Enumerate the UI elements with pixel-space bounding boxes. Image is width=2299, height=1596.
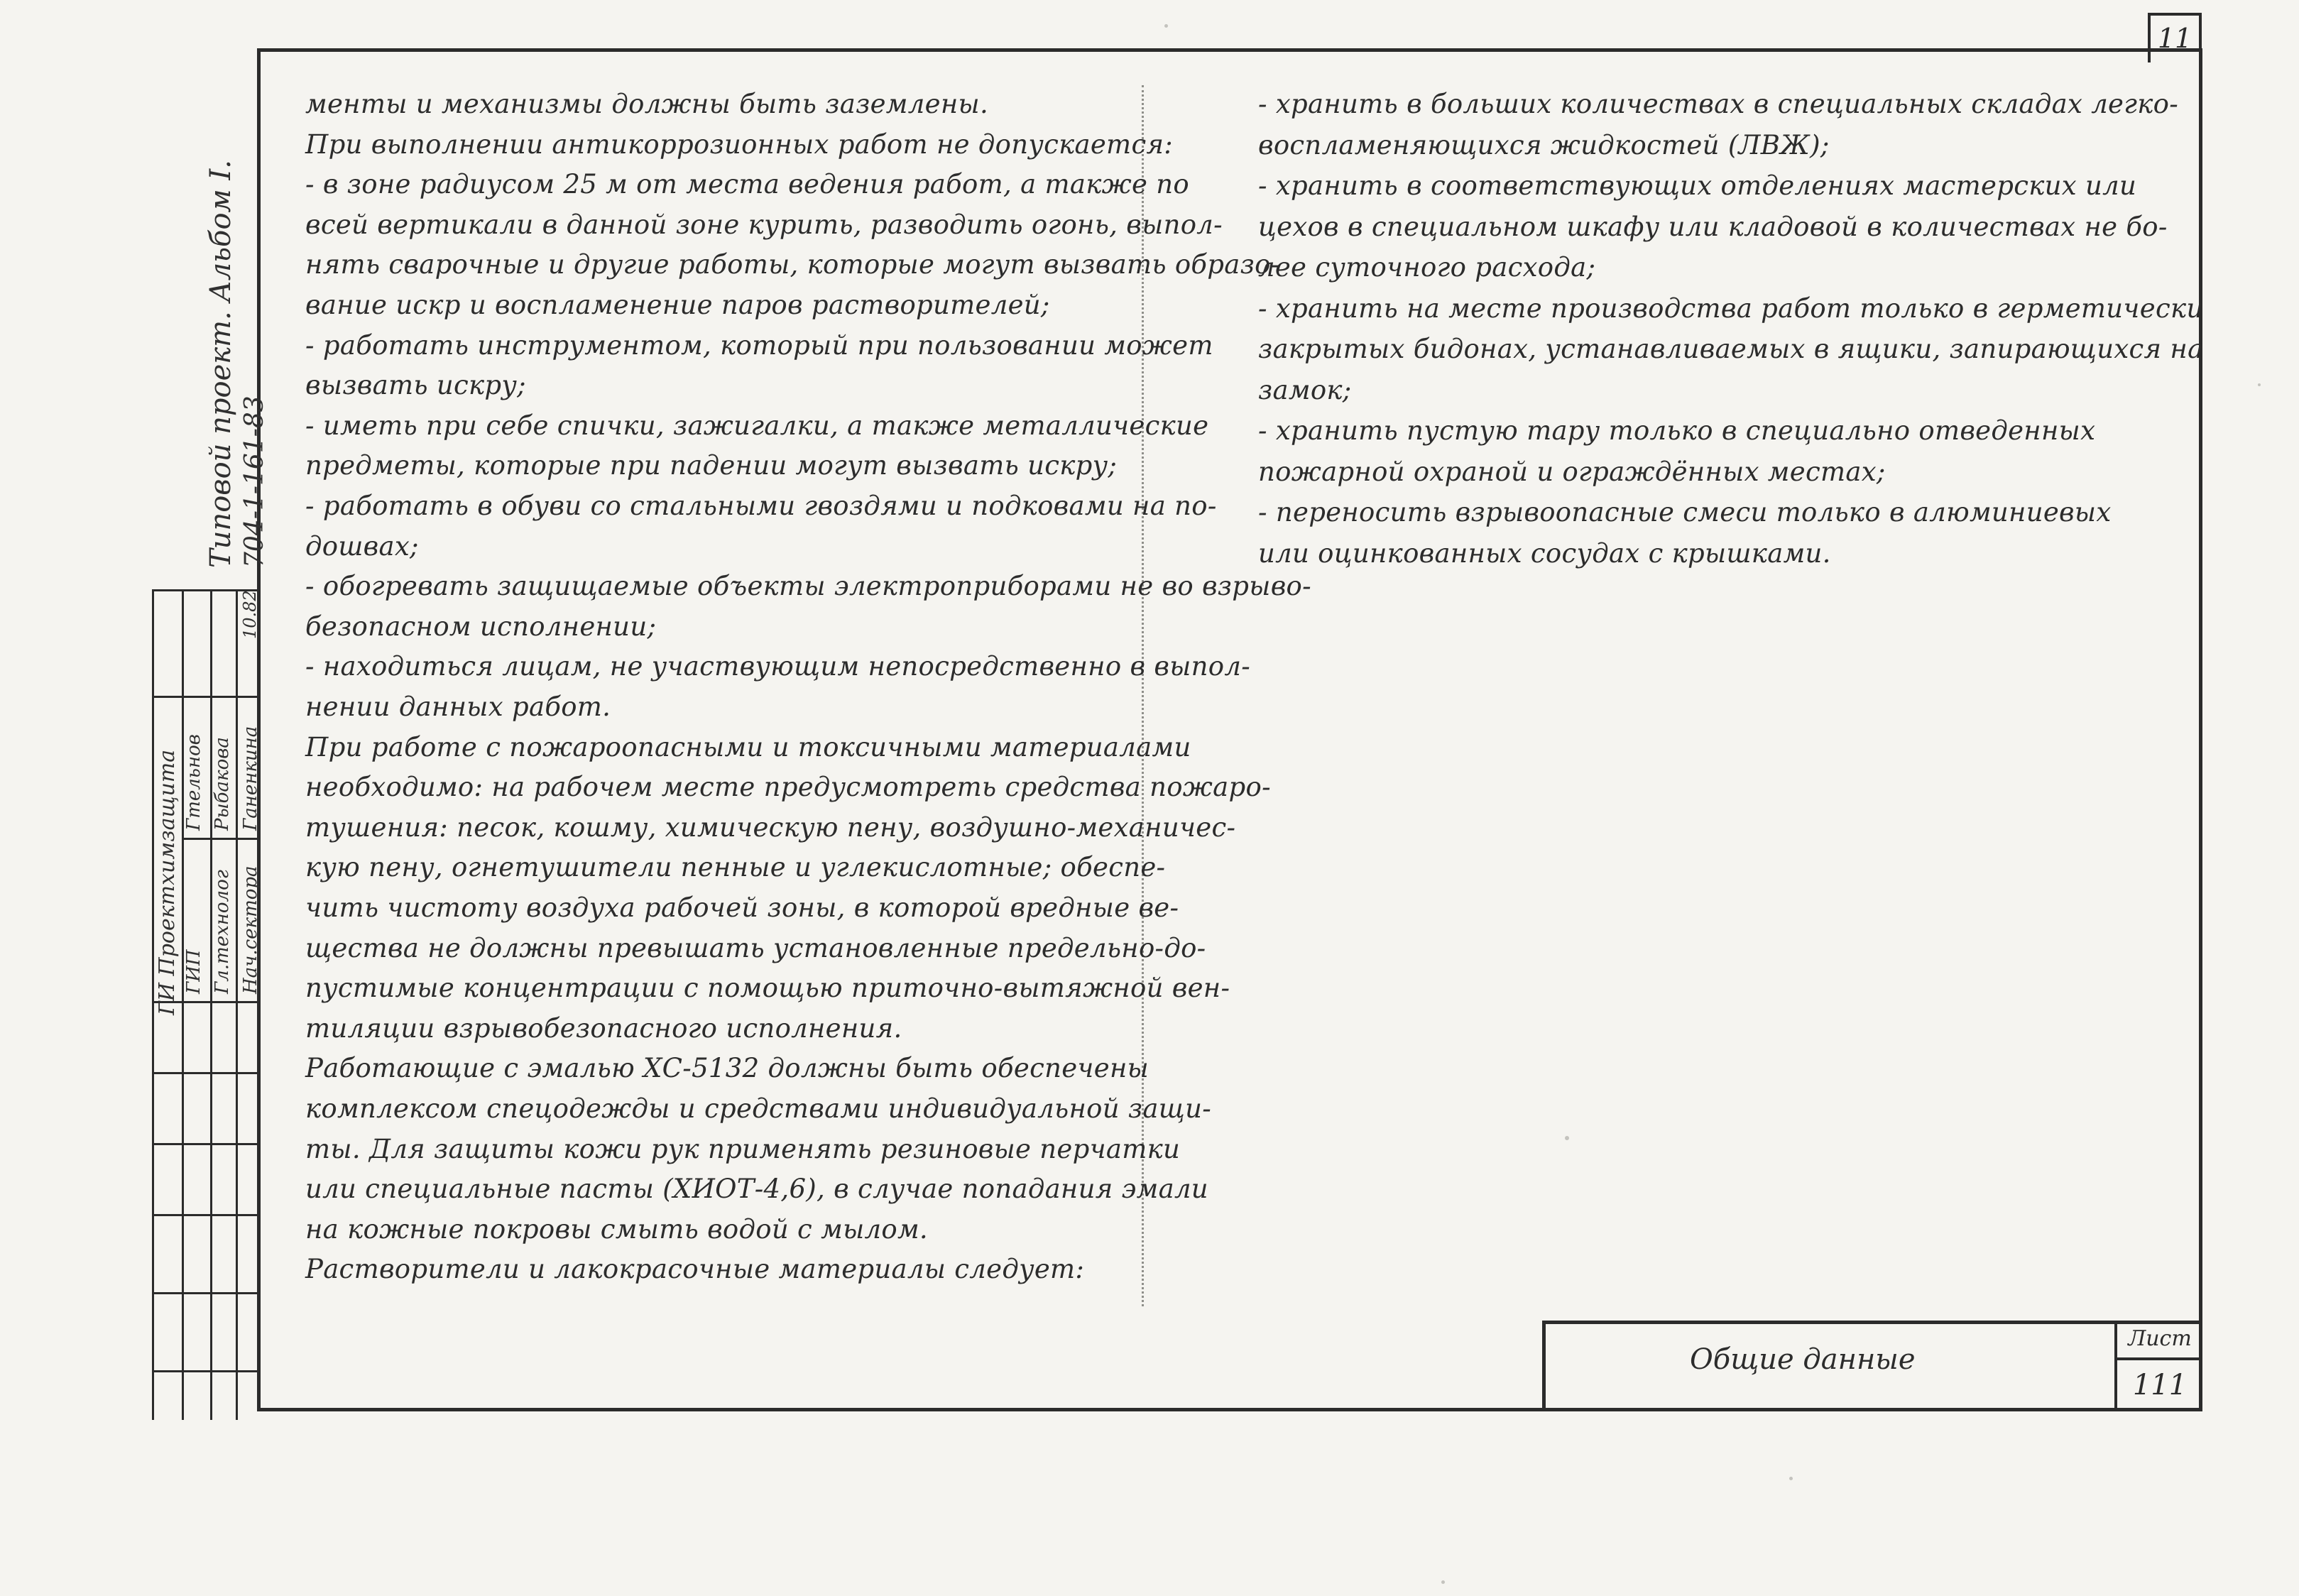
stamp-divider bbox=[152, 1370, 258, 1372]
text-line: или оцинкованных сосудах с крышками. bbox=[1258, 537, 1831, 569]
text-line: - иметь при себе спички, зажигалки, а также металлические bbox=[305, 410, 1209, 441]
stamp-name: Ганенкина bbox=[240, 726, 261, 831]
scan-speck bbox=[1441, 1580, 1445, 1584]
text-line: пустимые концентрации с помощью приточно-вытяжной вен- bbox=[305, 973, 1230, 1004]
stamp-divider bbox=[210, 589, 212, 1420]
text-line: цехов в специальном шкафу или кладовой в количествах не бо- bbox=[1258, 211, 2168, 242]
text-line: замок; bbox=[1258, 374, 1352, 405]
text-line: предметы, которые при падении могут вызвать искру; bbox=[305, 450, 1118, 481]
text-line: менты и механизмы должны быть заземлены. bbox=[305, 89, 989, 119]
text-line: - хранить пустую тару только в специально отведенных bbox=[1258, 415, 2096, 446]
text-line: - хранить в соответствующих отделениях мастерских или bbox=[1258, 170, 2137, 201]
text-line: всей вертикали в данной зоне курить, разводить огонь, выпол- bbox=[305, 209, 1223, 240]
stamp-divider bbox=[152, 1214, 258, 1216]
scan-speck bbox=[1164, 24, 1168, 28]
text-line: - работать в обуви со стальными гвоздями и подковами на по- bbox=[305, 491, 1217, 521]
text-line: нять сварочные и другие работы, которые могут вызвать образо- bbox=[305, 249, 1280, 280]
text-line: или специальные пасты (ХИОТ-4,6), в случае попадания эмали bbox=[305, 1174, 1208, 1205]
sheet-label-cell bbox=[2114, 1321, 2202, 1360]
text-line: воспламеняющихся жидкостей (ЛВЖ); bbox=[1258, 129, 1830, 160]
stamp-name: Гтельнов bbox=[183, 734, 204, 831]
stamp-name: Рыбакова bbox=[212, 737, 233, 831]
text-line: безопасном исполнении; bbox=[305, 611, 657, 642]
text-line: - обогревать защищаемые объекты электроприборами не во взрыво- bbox=[305, 571, 1311, 602]
page-number: 11 bbox=[2148, 13, 2202, 62]
title-block-title: Общие данные bbox=[1690, 1343, 1916, 1376]
text-line: закрытых бидонах, устанавливаемых в ящики, запирающихся на bbox=[1258, 334, 2204, 364]
text-line: кую пену, огнетушители пенные и углекислотные; обеспе- bbox=[305, 852, 1166, 883]
text-line: комплексом спецодежды и средствами индивидуальной защи- bbox=[305, 1093, 1212, 1124]
stamp-role: ГИП bbox=[183, 949, 204, 994]
stamp-divider bbox=[152, 1143, 258, 1145]
text-line: - в зоне радиусом 25 м от места ведения работ, а также по bbox=[305, 169, 1190, 200]
stamp-divider bbox=[152, 696, 258, 698]
text-line: дошвах; bbox=[305, 530, 419, 562]
text-line: Растворители и лакокрасочные материалы следует: bbox=[305, 1254, 1085, 1285]
stamp-divider bbox=[182, 838, 258, 840]
stamp-role: Гл.технолог bbox=[212, 870, 233, 994]
text-line: лее суточного расхода; bbox=[1258, 252, 1596, 283]
text-line: вызвать искру; bbox=[305, 370, 526, 401]
text-line: тушения: песок, кошму, химическую пену, воздушно-механичес- bbox=[305, 811, 1236, 843]
stamp-divider bbox=[152, 589, 154, 1420]
text-line: чить чистоту воздуха рабочей зоны, в которой вредные ве- bbox=[305, 892, 1179, 923]
text-line: При выполнении антикоррозионных работ не допускается: bbox=[305, 129, 1174, 160]
sheet-number-cell bbox=[2114, 1360, 2202, 1411]
stamp-divider bbox=[152, 1072, 258, 1074]
sheet-number: 111 bbox=[2132, 1369, 2188, 1401]
stamp-org: ГИ Проектхимзащита bbox=[155, 749, 180, 1015]
text-line: - работать инструментом, который при пользовании может bbox=[305, 329, 1213, 361]
text-line: - хранить на месте производства работ только в герметически bbox=[1258, 293, 2204, 324]
stamp-divider bbox=[152, 1292, 258, 1294]
project-title: Типовой проект. Альбом I. bbox=[204, 160, 237, 568]
text-line: нении данных работ. bbox=[305, 692, 611, 722]
scan-speck bbox=[1789, 1477, 1793, 1480]
text-line: тиляции взрывобезопасного исполнения. bbox=[305, 1012, 902, 1044]
text-line: вание искр и воспламенение паров растворителей; bbox=[305, 290, 1050, 320]
scan-speck bbox=[2258, 383, 2261, 386]
text-line: ты. Для защиты кожи рук применять резиновые перчатки bbox=[305, 1133, 1181, 1164]
text-line: на кожные покровы смыть водой с мылом. bbox=[305, 1213, 928, 1245]
text-line: - переносить взрывоопасные смеси только в алюминиевых bbox=[1258, 497, 2112, 528]
text-line: При работе с пожароопасными и токсичными материалами bbox=[305, 731, 1191, 763]
text-line: Работающие с эмалью ХС-5132 должны быть обеспечены bbox=[305, 1053, 1150, 1084]
stamp-role: Нач.сектора bbox=[240, 865, 261, 994]
project-code: 704-1-161-83 bbox=[240, 395, 269, 568]
text-line: пожарной охраной и ограждённых местах; bbox=[1258, 456, 1886, 487]
text-line: - находиться лицам, не участвующим непосредственно в выпол- bbox=[305, 651, 1251, 682]
sheet-label: Лист bbox=[2128, 1326, 2192, 1351]
text-line: необходимо: на рабочем месте предусмотреть средства пожаро- bbox=[305, 772, 1271, 803]
stamp-divider bbox=[236, 589, 238, 1420]
stamp-divider bbox=[182, 589, 184, 1420]
text-line: щества не должны превышать установленные предельно-до- bbox=[305, 932, 1206, 963]
text-line: - хранить в больших количествах в специальных складах легко- bbox=[1258, 89, 2179, 119]
stamp-date: 10.82 bbox=[240, 590, 260, 639]
